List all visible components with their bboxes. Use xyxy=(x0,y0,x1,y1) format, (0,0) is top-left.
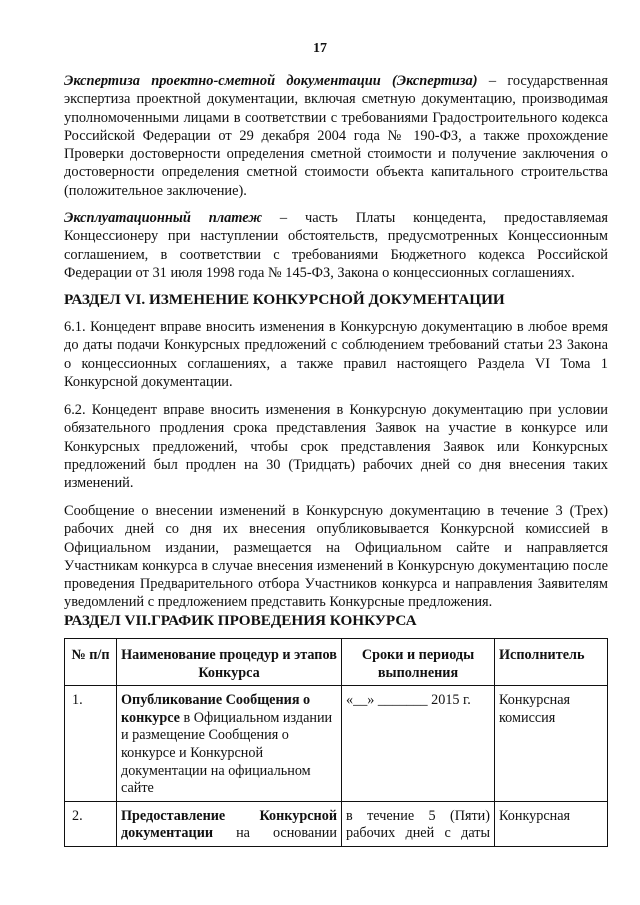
row-name-rest: на основании xyxy=(213,825,337,842)
definition-expertise-text: – государственная экспертиза проектной документации, включая сметную документацию, производимая уполномоченными лицами в соответствии с требованиями Градостроительного кодекса Российской Федерации от 29 декабря 2004 года № 190-ФЗ, а также прохождение Проверки достоверности определения сметной стоимости и получение заключения о достоверности определения сметной стоимости объекта капитального строительства (положительное заключение). xyxy=(64,73,608,199)
row-terms: в течение 5 (Пяти) рабочих дней с даты xyxy=(342,801,495,846)
row-name xyxy=(117,801,342,846)
date-year: 2015 г. xyxy=(427,692,471,709)
header-executor: Исполнитель xyxy=(495,639,608,686)
date-day-blank: __ xyxy=(353,692,368,709)
row-name xyxy=(117,686,342,802)
paragraph-notification: Сообщение о внесении изменений в Конкурсную документацию в течение 3 (Трех) рабочих дней со дня их внесения опубликовывается Конкурсной комиссией в Официальном издании, размещается на Официальном сайте и направляется Участникам конкурса в случае внесения изменений в Конкурсную документацию после проведения Предварительного отбора Участников конкурса и направления Заявителям уведомлений с предложением представить Конкурсные предложения. xyxy=(64,503,608,611)
row-executor: Конкурсная комиссия xyxy=(495,686,608,802)
table-row xyxy=(65,686,608,802)
date-month-blank: _______ xyxy=(377,692,428,709)
row-num: 1. xyxy=(65,686,117,802)
row-name-rest: в Официальном издании и размещение Сообщения о конкурсе и Конкурсной документации на официальном сайте xyxy=(121,709,333,797)
table-row xyxy=(65,801,608,846)
section-7-heading: РАЗДЕЛ VII.ГРАФИК ПРОВЕДЕНИЯ КОНКУРСА xyxy=(64,612,417,629)
header-terms: Сроки и периоды выполнения xyxy=(342,639,495,686)
date-open-quote: « xyxy=(346,692,354,709)
row-executor: Конкурсная xyxy=(495,801,608,846)
definition-operational-payment xyxy=(64,209,608,282)
paragraph-6-2: 6.2. Концедент вправе вносить изменения в Конкурсную документацию при условии обязательного продления срока представления Заявок на участие в конкурсе или Конкурсных предложений, чтобы срок представления Заявок или Конкурсных предложений был продлен на 30 (Тридцать) рабочих дней со дня внесения таких изменений. xyxy=(64,402,608,492)
schedule-table xyxy=(64,638,608,847)
page-number: 17 xyxy=(313,41,327,56)
row-name-bold: Опубликование Сообщения о конкурсе xyxy=(121,692,311,726)
term-expertise: Экспертиза проектно-сметной документации (Экспертиза) xyxy=(64,73,478,89)
header-num: № п/п xyxy=(65,639,117,686)
row-terms xyxy=(342,686,495,802)
paragraph-6-1: 6.1. Концедент вправе вносить изменения в Конкурсную документацию в любое время до даты подачи Конкурсных предложений с соблюдением требований статьи 23 Закона о концессионных соглашениях, а также правил настоящего Раздела VI Тома 1 Конкурсной документации. xyxy=(64,319,608,390)
term-operational-payment: Эксплуатационный платеж xyxy=(64,210,263,226)
header-name: Наименование процедур и этапов Конкурса xyxy=(117,639,342,686)
definition-expertise xyxy=(64,72,608,200)
section-6-heading: РАЗДЕЛ VI. ИЗМЕНЕНИЕ КОНКУРСНОЙ ДОКУМЕНТАЦИИ xyxy=(64,291,505,308)
row-name-bold: Предоставление Конкурсной документации xyxy=(121,807,337,842)
definition-operational-payment-text: – часть Платы концедента, предоставляемая Концессионеру при наступлении обстоятельств, предусмотренных Концессионным соглашением, в соответствии с требованиями Бюджетного кодекса Российской Федерации от 31 июля 1998 года № 145-ФЗ, Закона о концессионных соглашениях. xyxy=(64,210,608,281)
row-num: 2. xyxy=(65,801,117,846)
date-close-quote: » xyxy=(367,692,375,709)
table-header-row xyxy=(65,639,608,686)
